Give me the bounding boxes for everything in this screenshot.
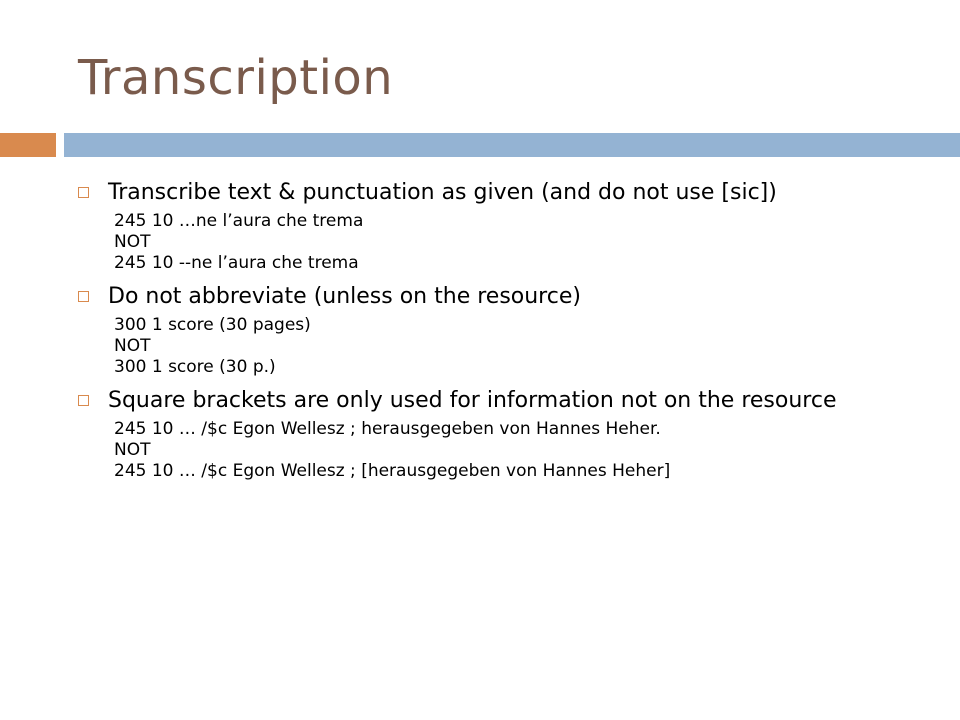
- accent-bar: [0, 133, 56, 157]
- example-line: 300 1 score (30 p.): [114, 357, 276, 377]
- example-block: [114, 315, 938, 378]
- bullet-text: Do not abbreviate (unless on the resource): [108, 284, 581, 309]
- bullet-text: Transcribe text & punctuation as given (and do not use [sic]): [108, 180, 777, 205]
- example-line: NOT: [114, 336, 151, 356]
- bullet-item: [78, 282, 938, 311]
- bullet-item: [78, 178, 938, 207]
- slide-content: [78, 170, 938, 490]
- bullet-item: [78, 386, 938, 415]
- square-bullet-icon: [78, 395, 89, 406]
- title-rule-bar: [64, 133, 960, 157]
- example-block: [114, 211, 938, 274]
- square-bullet-icon: [78, 291, 89, 302]
- example-line: 245 10 … /$c Egon Wellesz ; herausgegeben von Hannes Heher.: [114, 419, 661, 439]
- example-block: [114, 419, 938, 482]
- example-line: 245 10 … /$c Egon Wellesz ; [herausgegeben von Hannes Heher]: [114, 461, 671, 481]
- example-line: 245 10 …ne l’aura che trema: [114, 211, 364, 231]
- square-bullet-icon: [78, 187, 89, 198]
- slide-title: Transcription: [78, 50, 394, 106]
- example-line: NOT: [114, 440, 151, 460]
- example-line: 300 1 score (30 pages): [114, 315, 311, 335]
- bullet-text: Square brackets are only used for information not on the resource: [108, 388, 837, 413]
- example-line: 245 10 --ne l’aura che trema: [114, 253, 359, 273]
- example-line: NOT: [114, 232, 151, 252]
